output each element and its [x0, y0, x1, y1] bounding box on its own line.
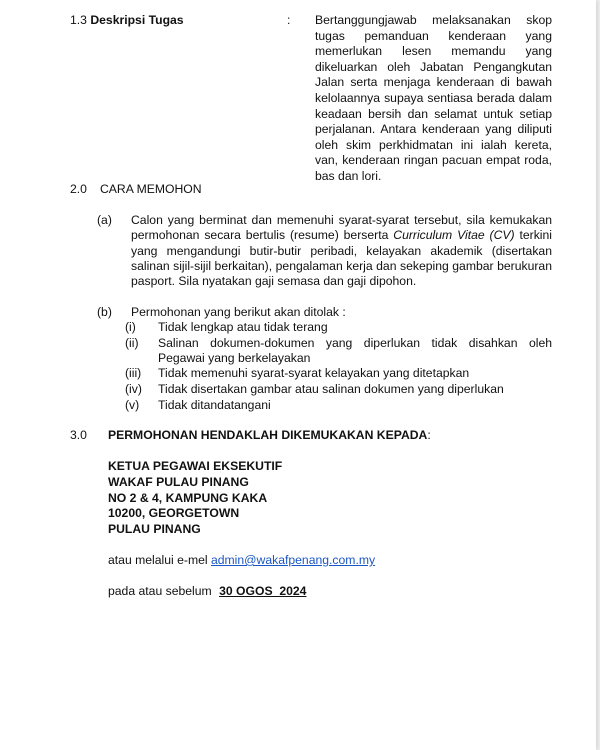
section2-number: 2.0: [70, 182, 87, 196]
reject-item-text: Tidak lengkap atau tidak terang: [158, 320, 328, 334]
section2-a-text: [131, 213, 552, 289]
section2-a-text-before: Calon yang berminat dan memenuhi syarat-syarat tersebut, sila kemukakan permohonan secara bertulis (resume) berserta: [131, 213, 552, 243]
duty-number: 1.3: [70, 13, 87, 27]
address-line: KETUA PEGAWAI EKSEKUTIF: [108, 459, 283, 473]
reject-item-number: (ii): [125, 336, 139, 350]
reject-item-number: (iii): [125, 366, 142, 380]
reject-item-text: Salinan dokumen-dokumen yang diperlukan tidak disahkan oleh Pegawai yang berkelayakan: [158, 336, 552, 365]
section2-title: CARA MEMOHON: [100, 182, 202, 196]
reject-item-number: (iv): [125, 382, 142, 396]
section2-a-text-after: terkini yang mengandungi butir-butir peribadi, kelayakan akademik (disertakan salinan sijil-sijil berkaitan), pengalaman kerja dan sekeping gambar berukuran pasport. Sila nyatakan gaji semasa dan gaji dipohon.: [131, 228, 553, 289]
email-prefix: atau melalui e-mel: [108, 553, 208, 567]
email-line: [108, 553, 375, 568]
section3-number: 3.0: [70, 428, 87, 442]
section2-a-label: (a): [97, 213, 112, 227]
section2-b-intro: Permohonan yang berikut akan ditolak :: [131, 305, 346, 319]
deadline-line: [108, 584, 306, 599]
address-line: WAKAF PULAU PINANG: [108, 475, 249, 489]
section3-heading: [108, 428, 431, 443]
reject-item-number: (v): [125, 398, 140, 412]
duty-title: Deskripsi Tugas: [90, 13, 184, 27]
duty-description: Bertanggungjawab melaksanakan skop tugas pemanduan kenderaan yang memerlukan lesen memandu yang dikeluarkan oleh Jabatan Pengangkutan Jalan serta menjaga kenderaan di bawah kelolaannya supaya sentiasa berada dalam keadaan bersih dan selamat untuk setiap perjalanan. Antara kenderaan yang diliputi oleh skim perkhidmatan ini ialah kereta, van, kenderaan ringan pacuan empat roda, bas dan lori.: [315, 13, 552, 183]
email-link[interactable]: admin@wakafpenang.com.my: [210, 553, 376, 567]
reject-item-number: (i): [125, 320, 136, 334]
deadline-prefix: pada atau sebelum: [108, 584, 212, 598]
section2-a-text-italic: Curriculum Vitae (CV): [393, 228, 515, 243]
address-line: NO 2 & 4, KAMPUNG KAKA: [108, 491, 268, 505]
duty-colon: :: [287, 13, 291, 27]
address-line: PULAU PINANG: [108, 522, 201, 536]
duty-heading: [70, 13, 184, 28]
deadline-date: 30 OGOS 2024: [219, 584, 307, 598]
reject-item-text: Tidak memenuhi syarat-syarat kelayakan yang ditetapkan: [158, 366, 470, 380]
address-line: 10200, GEORGETOWN: [108, 506, 240, 520]
reject-item-text: Tidak disertakan gambar atau salinan dokumen yang diperlukan: [158, 382, 504, 396]
reject-item-text: Tidak ditandatangani: [158, 398, 271, 412]
section3-title-colon: :: [427, 428, 431, 442]
section2-b-label: (b): [97, 305, 112, 319]
section3-title: PERMOHONAN HENDAKLAH DIKEMUKAKAN KEPADA: [108, 428, 428, 442]
